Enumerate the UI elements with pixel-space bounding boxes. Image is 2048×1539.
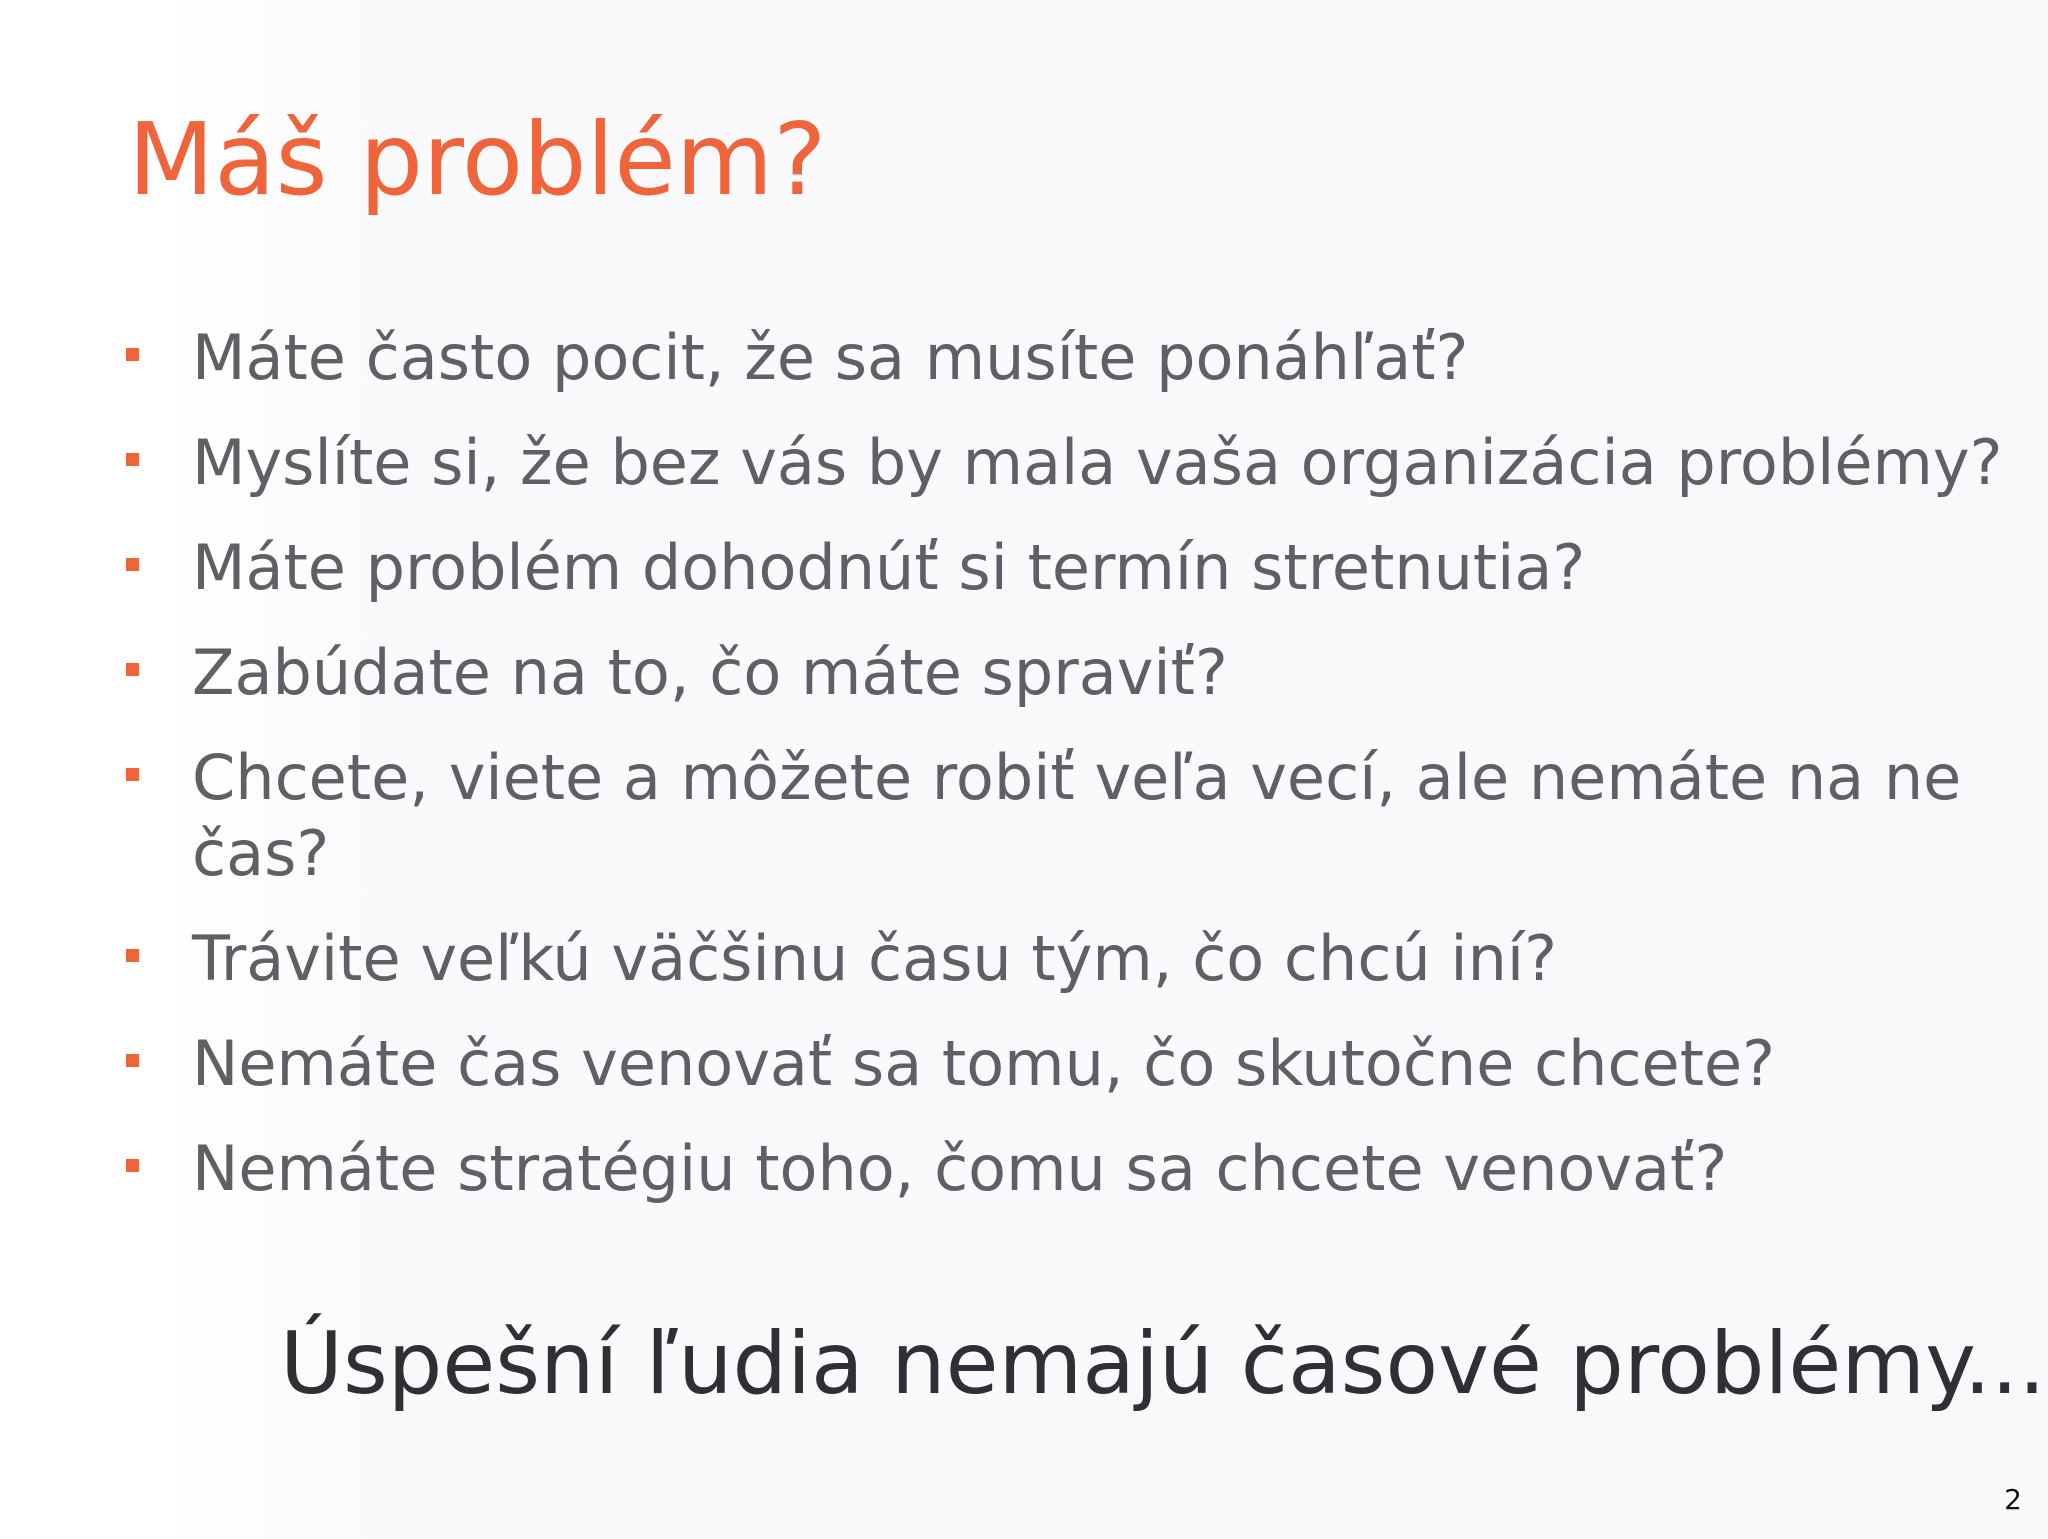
bullet-item bbox=[124, 740, 2024, 921]
bullet-text: Nemáte stratégiu toho, čomu sa chcete venovať? bbox=[192, 1132, 1728, 1205]
bullet-item bbox=[124, 635, 2024, 740]
slide-title: Máš problém? bbox=[128, 101, 827, 218]
bullet-text: Trávite veľkú väčšinu času tým, čo chcú iní? bbox=[192, 922, 1558, 995]
square-bullet-icon bbox=[126, 558, 139, 571]
bullet-text: Máte problém dohodnúť si termín stretnutia? bbox=[192, 531, 1586, 604]
bullet-text: Zabúdate na to, čo máte spraviť? bbox=[192, 636, 1228, 709]
bullet-list bbox=[124, 320, 2024, 1236]
bullet-item bbox=[124, 1026, 2024, 1131]
bullet-text: Máte často pocit, že sa musíte ponáhľať? bbox=[192, 321, 1469, 394]
bullet-text: Nemáte čas venovať sa tomu, čo skutočne chcete? bbox=[192, 1027, 1776, 1100]
slide-page-number: 2 bbox=[2004, 1483, 2022, 1516]
bullet-text: Chcete, viete a môžete robiť veľa vecí, ale nemáte na ne čas? bbox=[192, 741, 1962, 890]
bullet-item bbox=[124, 530, 2024, 635]
bullet-item bbox=[124, 320, 2024, 425]
bullet-item bbox=[124, 1131, 2024, 1236]
square-bullet-icon bbox=[126, 453, 139, 466]
square-bullet-icon bbox=[126, 1159, 139, 1172]
slide-tagline: Úspešní ľudia nemajú časové problémy... bbox=[280, 1314, 2046, 1414]
bullet-item bbox=[124, 425, 2024, 530]
square-bullet-icon bbox=[126, 1054, 139, 1067]
bullet-text: Myslíte si, že bez vás by mala vaša organizácia problémy? bbox=[192, 426, 2003, 499]
square-bullet-icon bbox=[126, 949, 139, 962]
square-bullet-icon bbox=[126, 348, 139, 361]
square-bullet-icon bbox=[126, 768, 139, 781]
bullet-item bbox=[124, 921, 2024, 1026]
square-bullet-icon bbox=[126, 663, 139, 676]
